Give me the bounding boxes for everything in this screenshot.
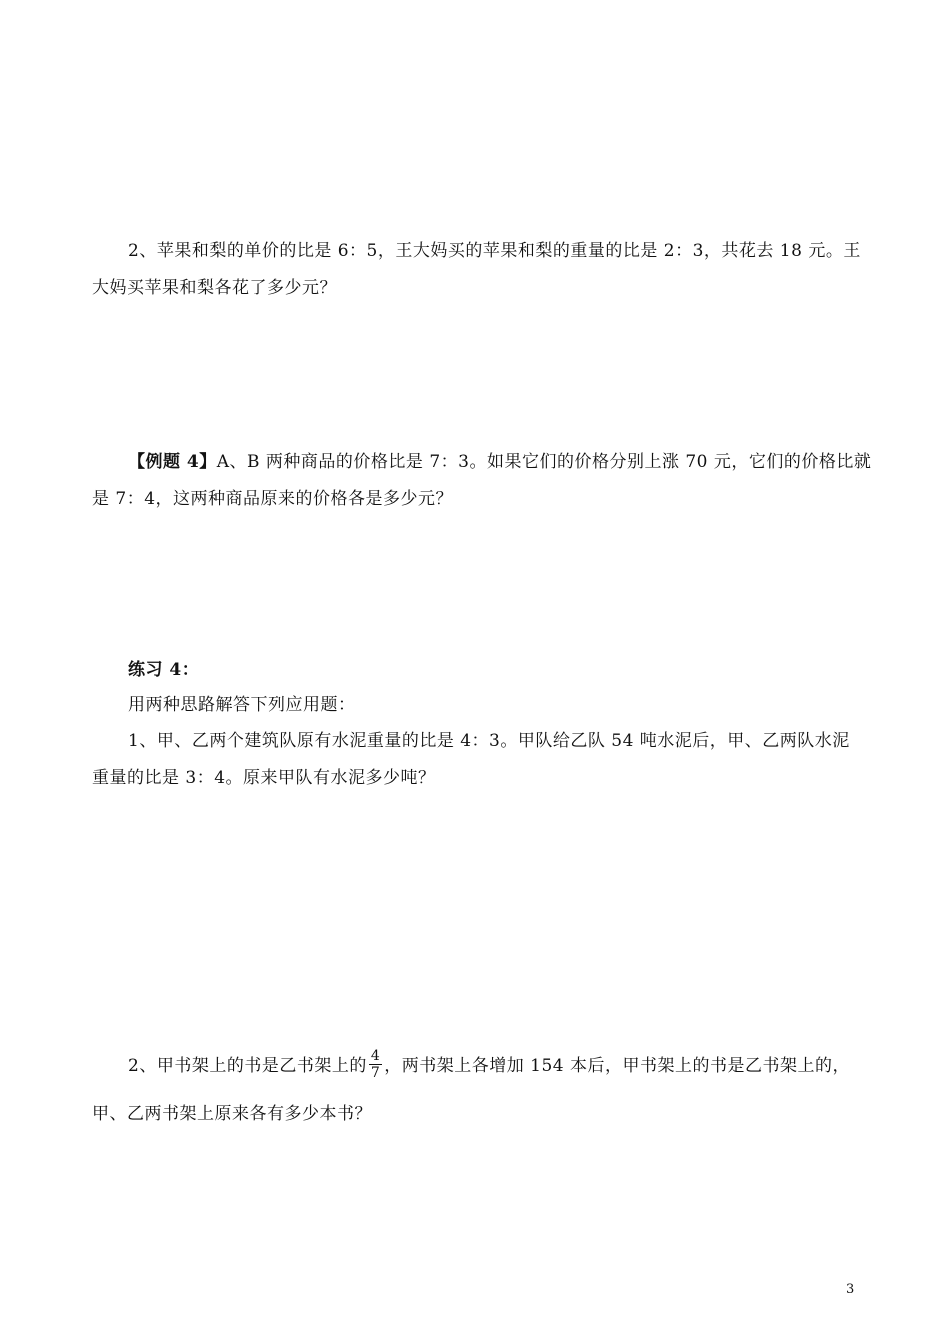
example-4-line-1 — [128, 450, 871, 474]
practice-4-question-1-line-1: 1、甲、乙两个建筑队原有水泥重量的比是 4：3。甲队给乙队 54 吨水泥后，甲、乙两队水泥 — [128, 731, 850, 751]
fraction-numerator: 4 — [370, 1048, 381, 1064]
practice-4-question-2-text-after: ，两书架上各增加 154 本后，甲书架上的书是乙书架上的， — [384, 1056, 851, 1076]
page-number: 3 — [846, 1282, 855, 1297]
practice-4-title: 练习 4： — [128, 660, 200, 680]
example-4-label: 【例题 4】 — [128, 452, 217, 472]
fraction-four-sevenths — [369, 1048, 382, 1081]
example-4-line-2: 是 7：4，这两种商品原来的价格各是多少元？ — [92, 489, 454, 509]
problem-apple-pear-line-1: 2、苹果和梨的单价的比是 6：5，王大妈买的苹果和梨的重量的比是 2：3，共花去 18 元。王 — [128, 241, 861, 261]
problem-apple-pear-line-2: 大妈买苹果和梨各花了多少元？ — [92, 278, 337, 298]
practice-4-question-1-line-2: 重量的比是 3：4。原来甲队有水泥多少吨？ — [92, 768, 436, 788]
practice-4-question-2-line-1 — [128, 1050, 850, 1083]
practice-4-question-2-line-2: 甲、乙两书架上原来各有多少本书？ — [92, 1104, 372, 1124]
example-4-line-1-text: A、B 两种商品的价格比是 7：3。如果它们的价格分别上涨 70 元，它们的价格比就 — [216, 452, 872, 472]
practice-4-question-2-text-before: 2、甲书架上的书是乙书架上的 — [128, 1056, 367, 1076]
fraction-denominator: 7 — [370, 1065, 381, 1081]
practice-4-instruction: 用两种思路解答下列应用题： — [128, 695, 356, 715]
